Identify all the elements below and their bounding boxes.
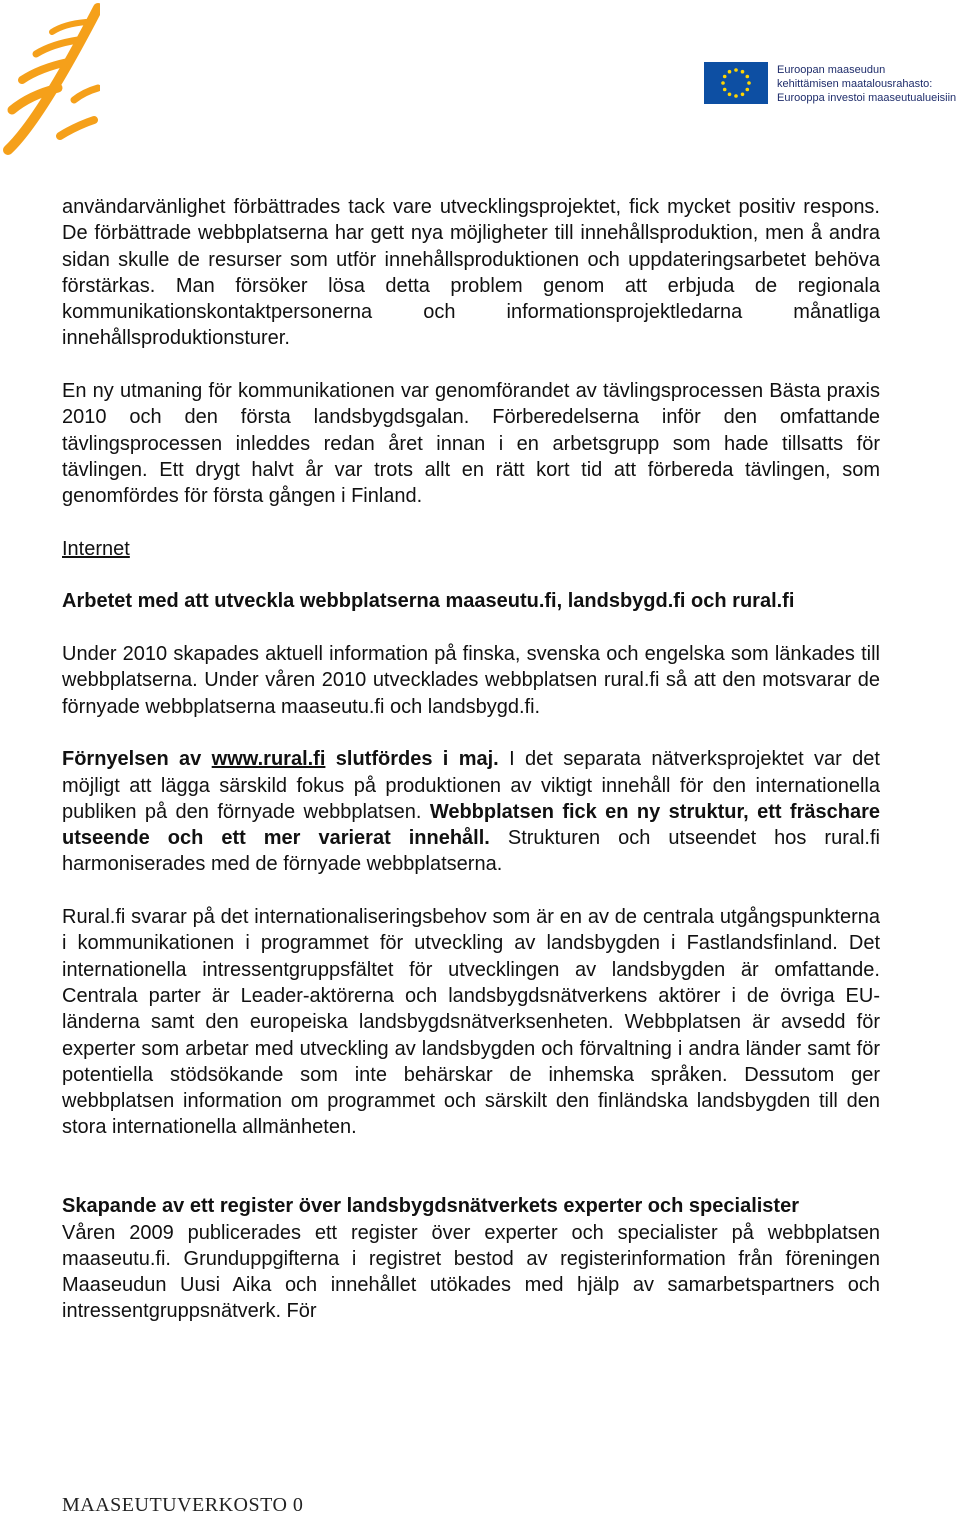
eu-caption-line-1: Euroopan maaseudun [777, 64, 886, 76]
document-body [62, 194, 880, 1325]
paragraph-information-2010: Under 2010 skapades aktuell information på finska, svenska och engelska som länkades till webbplatserna. Under våren 2010 utvecklades webbplatsen rural.fi så att den motsvarar de förnyade webbplatserna maaseutu.fi och landsbygd.fi. [62, 643, 880, 718]
paragraph-expert-register: Våren 2009 publicerades ett register över experter och specialister på webbplatsen maaseutu.fi. Grunduppgifterna i registret bestod av registerinformation från föreningen Maaseudun Uusi Aika och innehållet utökades med hjälp av samarbetspartners och intressentgruppsnätverk. För [62, 1221, 880, 1323]
eu-flag-icon [704, 62, 768, 104]
eu-caption-line-3: Eurooppa investoi maaseutualueisiin [777, 92, 957, 104]
footer-brand: MAASEUTUVERKOSTO 0 [62, 1494, 304, 1516]
renewal-text-1: I det separata nätverksprojektet var det möjligt att lägga särskild fokus på produktionen av viktigt innehåll för den internationella publiken på den förnyade webbplatsen. [62, 748, 880, 823]
section-heading-internet: Internet [62, 537, 130, 560]
paragraph-internationalisation: Rural.fi svarar på det internationaliseringsbehov som är en av de centrala utgångspunkterna i kommunikationen i programmet för utveckling av landsbygden i Fastlandsfinland. Det internationella intressentgruppsfältet för utvecklingen av landsbygden är omfattande. Centrala parter är Leader-aktörerna och landsbygdsnätverkens aktörer i de övriga EU-länderna samt den europeiska landsbygdsnätverksenheten. Webbplatsen är avsedd för experter som arbetar med utveckling av landsbygden och förvaltning i andra länder samt för potentiella stödsökande som inte behärskar de inhemska språken. Dessutom ger webbplatsen information om programmet och särskilt den finländska landsbygden till den stora internationella allmänheten. [62, 906, 880, 1139]
heading-web-development: Arbetet med att utveckla webbplatserna maaseutu.fi, landsbygd.fi och rural.fi [62, 590, 795, 613]
eu-caption-line-2: kehittämisen maatalousrahasto: [777, 78, 933, 90]
paragraph-usability: användarvänlighet förbättrades tack vare utvecklingsprojektet, fick mycket positiv respons. De förbättrade webbplatserna har gett nya möjligheter till innehållsproduktion, men å andra sidan skulle de resurser som utför innehållsproduktionen och uppdateringsarbetet behöva förstärkas. Man försöker lösa detta problem genom att erbjuda de regionala kommunikationskontaktpersonerna och informationsprojektledarna månatliga innehållsproduktionsturer. [62, 196, 880, 350]
maaseutuverkosto-logo [0, 0, 100, 160]
renewal-bold-structure: Webbplatsen fick en ny struktur, ett fräschare utseende och ett mer varierat innehåll. [62, 800, 880, 850]
rural-fi-link[interactable]: www.rural.fi [211, 748, 326, 771]
heading-expert-register: Skapande av ett register över landsbygdsnätverkets experter och specialister [62, 1195, 799, 1218]
renewal-bold-finish: slutfördes i maj. [325, 748, 499, 771]
paragraph-rural-renewal [62, 746, 880, 877]
renewal-bold-lead: Förnyelsen av [62, 748, 212, 771]
paragraph-competition: En ny utmaning för kommunikationen var genomförandet av tävlingsprocessen Bästa praxis 2010 och den första landsbygdsgalan. Förberedelserna inför den omfattande tävlingsprocessen inleddes redan året innan i en arbetsgrupp som hade tillsatts för tävlingen. Ett drygt halvt år var trots allt en rätt kort tid att förbereda tävlingen, som genomfördes för första gången i Finland. [62, 380, 880, 508]
eu-fund-caption [777, 63, 956, 105]
renewal-text-2: Strukturen och utseendet hos rural.fi harmoniserades med de förnyade webbplatserna. [62, 827, 880, 876]
